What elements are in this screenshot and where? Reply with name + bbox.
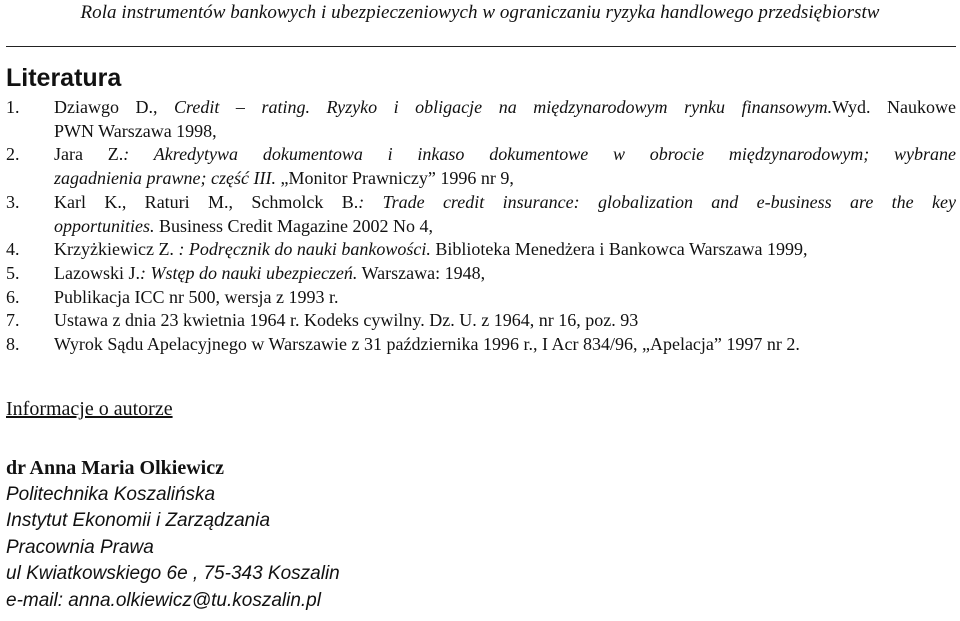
reference-item [6,286,956,310]
reference-title: : Wstęp do nauki ubezpieczeń. [139,262,358,283]
author-block [6,455,340,615]
header-divider [6,46,956,47]
reference-number: 8. [6,334,20,355]
reference-text: Wyrok Sądu Apelacyjnego w Warszawie z 31 października 1996 r., I Acr 834/96, „Apelacja” 1997 nr 2. [54,334,800,355]
reference-list [6,96,956,357]
reference-author: Krzyżkiewicz Z. [54,239,179,260]
reference-number: 7. [6,310,20,331]
author-address: ul Kwiatkowskiego 6e , 75-343 Koszalin [6,563,340,585]
reference-item [6,143,956,167]
reference-number: 1. [6,97,20,117]
reference-number: 5. [6,262,20,283]
reference-item [6,191,956,215]
reference-title: opportunities. [54,215,155,236]
author-info-heading: Informacje o autorze [6,398,173,420]
reference-number: 3. [6,191,20,212]
author-institute: Instytut Ekonomii i Zarządzania [6,510,271,532]
reference-title: zagadnienia prawne; część III. [54,168,276,189]
reference-author: Lazowski J. [54,262,140,283]
reference-title: : Podręcznik do nauki bankowości. [178,239,431,260]
reference-item [6,238,956,262]
reference-author: Karl K., Raturi M., Schmolck B. [54,191,359,212]
reference-item [6,309,956,333]
reference-text: Ustawa z dnia 23 kwietnia 1964 r. Kodeks cywilny. Dz. U. z 1964, nr 16, poz. 93 [54,310,639,331]
reference-publisher: PWN Warszawa 1998, [54,120,217,141]
author-name: dr Anna Maria Olkiewicz [6,457,224,479]
author-email: e-mail: anna.olkiewicz@tu.koszalin.pl [6,589,321,611]
reference-text: Publikacja ICC nr 500, wersja z 1993 r. [54,286,339,307]
reference-number: 2. [6,144,20,165]
reference-title: Credit – rating. Ryzyko i obligacje na międzynarodowym rynku finansowym. [174,97,833,117]
reference-publisher: Wyd. Naukowe [832,97,957,117]
author-department: Pracownia Prawa [6,536,154,558]
reference-author: Jara Z. [54,144,124,165]
literature-heading: Literatura [6,64,122,92]
reference-number: 4. [6,239,20,260]
reference-item [6,262,956,286]
author-affiliation: Politechnika Koszalińska [6,483,216,505]
reference-continuation [6,120,956,144]
reference-publisher: Business Credit Magazine 2002 No 4, [154,215,433,236]
reference-number: 6. [6,286,20,307]
reference-continuation [6,215,956,239]
reference-publisher: „Monitor Prawniczy” 1996 nr 9, [275,168,514,189]
reference-publisher: Warszawa: 1948, [357,262,486,283]
reference-continuation [6,167,956,191]
reference-title: : Trade credit insurance: globalization and e-business are the key [358,191,956,212]
reference-publisher: Biblioteka Menedżera i Bankowca Warszawa 1999, [430,239,808,260]
reference-title: : Akredytywa dokumentowa i inkaso dokumentowe w obrocie międzynarodowym; wybrane [123,144,956,165]
reference-item [6,333,956,357]
reference-item [6,96,956,120]
reference-author: Dziawgo D., [54,97,175,117]
running-header: Rola instrumentów bankowych i ubezpieczeniowych w ograniczaniu ryzyka handlowego przedsiębiorstw [80,2,880,23]
